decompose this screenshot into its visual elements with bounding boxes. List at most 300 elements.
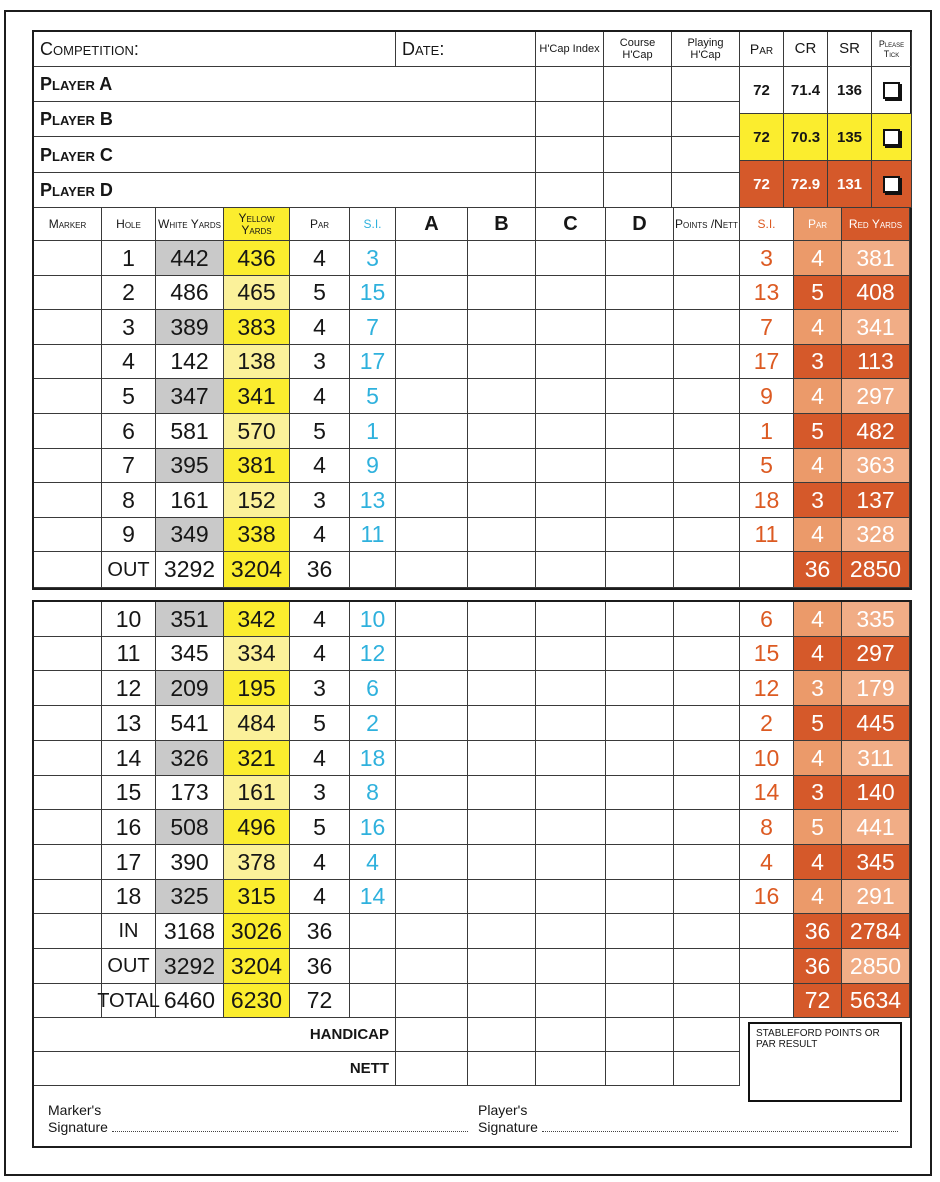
in-row-par-red: 36: [794, 914, 842, 949]
points-nett-score[interactable]: [674, 449, 740, 483]
marker-score[interactable]: [34, 310, 102, 345]
marker-score[interactable]: [34, 637, 102, 671]
player-d-score[interactable]: [606, 483, 674, 518]
tee-tick-0[interactable]: [872, 67, 912, 114]
player-b-score[interactable]: [468, 345, 536, 379]
player-c-score[interactable]: [536, 276, 606, 310]
yellow-yards: 341: [224, 379, 290, 414]
red-yards: 140: [842, 776, 910, 810]
stableford-box[interactable]: [748, 1022, 902, 1102]
player-c-playing-hcap[interactable]: [672, 137, 740, 173]
par-value: 3: [290, 345, 350, 379]
stroke-index: 6: [350, 671, 396, 706]
player-c-score[interactable]: [536, 345, 606, 379]
par-value: 3: [290, 483, 350, 518]
yellow-yards: 484: [224, 706, 290, 741]
player-c-name[interactable]: Player C: [34, 137, 536, 173]
player-b-score[interactable]: [468, 483, 536, 518]
red-yards: 297: [842, 379, 910, 414]
player-d-score[interactable]: [606, 518, 674, 552]
player-d-score[interactable]: [606, 310, 674, 345]
stroke-index: 3: [350, 241, 396, 276]
player-d-score[interactable]: [606, 810, 674, 845]
player-b-score[interactable]: [468, 276, 536, 310]
stroke-index: 15: [350, 276, 396, 310]
points-nett-score[interactable]: [674, 483, 740, 518]
player-a-score[interactable]: [396, 518, 468, 552]
in-row-player-a-total[interactable]: [396, 914, 468, 949]
par-red: 4: [794, 379, 842, 414]
handicap-player-c[interactable]: [536, 1018, 606, 1052]
player-c-score[interactable]: [536, 880, 606, 914]
points-nett-score[interactable]: [674, 880, 740, 914]
tee-tick-1[interactable]: [872, 114, 912, 161]
par-red: 4: [794, 741, 842, 776]
white-yards: 442: [156, 241, 224, 276]
out-total-row-white-yards: 3292: [156, 949, 224, 984]
in-row-player-b-total[interactable]: [468, 914, 536, 949]
player-a-score[interactable]: [396, 602, 468, 637]
stroke-index-red: 2: [740, 706, 794, 741]
player-c-score[interactable]: [536, 637, 606, 671]
out-total-row-player-c-total[interactable]: [536, 949, 606, 984]
date-field[interactable]: Date:: [396, 32, 536, 67]
red-yards: 345: [842, 845, 910, 880]
player-a-header: A: [396, 208, 468, 241]
yellow-yards: 321: [224, 741, 290, 776]
par-value: 5: [290, 276, 350, 310]
player-b-score[interactable]: [468, 776, 536, 810]
player-a-name[interactable]: Player A: [34, 67, 536, 102]
marker-score[interactable]: [34, 345, 102, 379]
player-c-score[interactable]: [536, 414, 606, 449]
player-c-score[interactable]: [536, 741, 606, 776]
points-nett-score[interactable]: [674, 810, 740, 845]
total-row-marker[interactable]: [34, 984, 102, 1018]
red-yards: 363: [842, 449, 910, 483]
stroke-index-red: 17: [740, 345, 794, 379]
white-yards: 161: [156, 483, 224, 518]
marker-score[interactable]: [34, 276, 102, 310]
out-total-row-marker[interactable]: [34, 949, 102, 984]
handicap-player-d[interactable]: [606, 1018, 674, 1052]
player-d-course-hcap[interactable]: [604, 173, 672, 208]
player-b-playing-hcap[interactable]: [672, 102, 740, 137]
player-d-score[interactable]: [606, 379, 674, 414]
handicap-player-a[interactable]: [396, 1018, 468, 1052]
player-a-score[interactable]: [396, 483, 468, 518]
par-red: 4: [794, 518, 842, 552]
player-a-score[interactable]: [396, 637, 468, 671]
hcap-index-header: H'Cap Index: [536, 32, 604, 67]
player-a-score[interactable]: [396, 671, 468, 706]
points-nett-score[interactable]: [674, 241, 740, 276]
player-b-score[interactable]: [468, 310, 536, 345]
tee-sr-2: 131: [828, 161, 872, 208]
par-value: 4: [290, 602, 350, 637]
hole-number: 13: [102, 706, 156, 741]
hole-number: 15: [102, 776, 156, 810]
stroke-index: 17: [350, 345, 396, 379]
white-yards: 351: [156, 602, 224, 637]
player-d-score[interactable]: [606, 845, 674, 880]
total-row-player-a-total[interactable]: [396, 984, 468, 1018]
player-d-score[interactable]: [606, 276, 674, 310]
yellow-yards: 334: [224, 637, 290, 671]
marker-score[interactable]: [34, 880, 102, 914]
handicap-player-b[interactable]: [468, 1018, 536, 1052]
stroke-index-red: 12: [740, 671, 794, 706]
hole-number: 3: [102, 310, 156, 345]
player-a-score[interactable]: [396, 776, 468, 810]
par-red: 3: [794, 483, 842, 518]
par-red: 3: [794, 345, 842, 379]
player-b-score[interactable]: [468, 880, 536, 914]
red-yards: 335: [842, 602, 910, 637]
competition-field[interactable]: Competition:: [34, 32, 396, 67]
out-total-row-player-b-total[interactable]: [468, 949, 536, 984]
player-a-score[interactable]: [396, 414, 468, 449]
yellow-yards: 465: [224, 276, 290, 310]
player-a-score[interactable]: [396, 880, 468, 914]
player-signature-line[interactable]: [478, 1102, 908, 1136]
par-header: Par: [740, 32, 784, 67]
player-b-score[interactable]: [468, 602, 536, 637]
handicap-points[interactable]: [674, 1018, 740, 1052]
white-yards: 508: [156, 810, 224, 845]
player-b-score[interactable]: [468, 379, 536, 414]
player-b-score[interactable]: [468, 637, 536, 671]
stroke-index: 14: [350, 880, 396, 914]
red-yards: 137: [842, 483, 910, 518]
nett-player-b[interactable]: [468, 1052, 536, 1086]
yellow-yards: 383: [224, 310, 290, 345]
par-red: 5: [794, 706, 842, 741]
red-yards: 297: [842, 637, 910, 671]
points-nett-header: Points /Nett: [674, 208, 740, 241]
player-b-score[interactable]: [468, 741, 536, 776]
player-d-score[interactable]: [606, 345, 674, 379]
out-row-player-b-total[interactable]: [468, 552, 536, 588]
player-a-score[interactable]: [396, 345, 468, 379]
player-d-score[interactable]: [606, 776, 674, 810]
marker-score[interactable]: [34, 810, 102, 845]
stableford-label: STABLEFORD POINTS OR PAR RESULT: [756, 1028, 880, 1050]
player-c-score[interactable]: [536, 776, 606, 810]
player-c-score[interactable]: [536, 483, 606, 518]
in-row-white-yards: 3168: [156, 914, 224, 949]
stroke-index-red: 18: [740, 483, 794, 518]
player-b-score[interactable]: [468, 449, 536, 483]
marker-signature-line[interactable]: [48, 1102, 478, 1136]
out-row-points[interactable]: [674, 552, 740, 588]
out-row-par-red: 36: [794, 552, 842, 588]
in-row-player-c-total[interactable]: [536, 914, 606, 949]
player-c-hcap-index[interactable]: [536, 137, 604, 173]
stroke-index-red: 10: [740, 741, 794, 776]
player-c-score[interactable]: [536, 810, 606, 845]
par-red: 5: [794, 810, 842, 845]
total-row-label: TOTAL: [102, 984, 156, 1018]
tee-sr-1: 135: [828, 114, 872, 161]
player-d-score[interactable]: [606, 414, 674, 449]
red-yards: 482: [842, 414, 910, 449]
in-row-red-yards: 2784: [842, 914, 910, 949]
points-nett-score[interactable]: [674, 637, 740, 671]
player-d-score[interactable]: [606, 741, 674, 776]
out-row-label: OUT: [102, 552, 156, 588]
total-row-player-b-total[interactable]: [468, 984, 536, 1018]
stroke-index: 10: [350, 602, 396, 637]
par-value: 4: [290, 449, 350, 483]
player-c-score[interactable]: [536, 310, 606, 345]
out-total-row-si-red: [740, 949, 794, 984]
stroke-index-red: 16: [740, 880, 794, 914]
points-nett-score[interactable]: [674, 345, 740, 379]
player-a-score[interactable]: [396, 449, 468, 483]
par-red: 5: [794, 276, 842, 310]
player-c-score[interactable]: [536, 241, 606, 276]
player-a-score[interactable]: [396, 241, 468, 276]
yellow-yards: 381: [224, 449, 290, 483]
player-c-score[interactable]: [536, 602, 606, 637]
nett-label: NETT: [34, 1052, 396, 1086]
par-red: 4: [794, 310, 842, 345]
par-value: 4: [290, 379, 350, 414]
stroke-index: 9: [350, 449, 396, 483]
red-yards: 381: [842, 241, 910, 276]
white-yards: 349: [156, 518, 224, 552]
player-a-score[interactable]: [396, 310, 468, 345]
total-row-si-red: [740, 984, 794, 1018]
player-a-score[interactable]: [396, 276, 468, 310]
out-row-yellow-yards: 3204: [224, 552, 290, 588]
stroke-index-red: 15: [740, 637, 794, 671]
nett-points[interactable]: [674, 1052, 740, 1086]
out-row-par: 36: [290, 552, 350, 588]
player-a-hcap-index[interactable]: [536, 67, 604, 102]
stroke-index: 11: [350, 518, 396, 552]
points-nett-score[interactable]: [674, 776, 740, 810]
player-b-score[interactable]: [468, 241, 536, 276]
out-total-row-player-d-total[interactable]: [606, 949, 674, 984]
tee-cr-1: 70.3: [784, 114, 828, 161]
red-yards: 341: [842, 310, 910, 345]
white-yards: 390: [156, 845, 224, 880]
marker-score[interactable]: [34, 671, 102, 706]
stroke-index: 18: [350, 741, 396, 776]
stroke-index: 7: [350, 310, 396, 345]
player-a-score[interactable]: [396, 741, 468, 776]
player-c-score[interactable]: [536, 449, 606, 483]
player-d-score[interactable]: [606, 671, 674, 706]
player-a-score[interactable]: [396, 845, 468, 880]
yellow-yards: 152: [224, 483, 290, 518]
tee-cr-0: 71.4: [784, 67, 828, 114]
si-header: S.I.: [350, 208, 396, 241]
out-row-player-d-total[interactable]: [606, 552, 674, 588]
par-value: 4: [290, 241, 350, 276]
hole-number: 18: [102, 880, 156, 914]
player-d-score[interactable]: [606, 602, 674, 637]
stroke-index: 12: [350, 637, 396, 671]
player-d-score[interactable]: [606, 880, 674, 914]
tee-tick-2[interactable]: [872, 161, 912, 208]
red-yards: 441: [842, 810, 910, 845]
marker-score[interactable]: [34, 518, 102, 552]
par-red: 3: [794, 776, 842, 810]
player-c-score[interactable]: [536, 706, 606, 741]
points-nett-score[interactable]: [674, 845, 740, 880]
marker-score[interactable]: [34, 706, 102, 741]
marker-score[interactable]: [34, 379, 102, 414]
white-yards: 326: [156, 741, 224, 776]
player-c-score[interactable]: [536, 379, 606, 414]
player-c-score[interactable]: [536, 845, 606, 880]
player-d-score[interactable]: [606, 449, 674, 483]
hole-number: 11: [102, 637, 156, 671]
player-d-score[interactable]: [606, 706, 674, 741]
tick-box[interactable]: [883, 82, 900, 99]
total-row-player-d-total[interactable]: [606, 984, 674, 1018]
white-yards: 347: [156, 379, 224, 414]
tee-cr-2: 72.9: [784, 161, 828, 208]
player-b-score[interactable]: [468, 706, 536, 741]
stroke-index-red: 1: [740, 414, 794, 449]
player-d-playing-hcap[interactable]: [672, 173, 740, 208]
in-row-player-d-total[interactable]: [606, 914, 674, 949]
marker-score[interactable]: [34, 845, 102, 880]
stroke-index: 13: [350, 483, 396, 518]
par-value: 4: [290, 845, 350, 880]
in-row-par: 36: [290, 914, 350, 949]
player-d-name[interactable]: Player D: [34, 173, 536, 208]
out-total-row-yellow-yards: 3204: [224, 949, 290, 984]
white-yards: 541: [156, 706, 224, 741]
stroke-index-red: 14: [740, 776, 794, 810]
total-row-par: 72: [290, 984, 350, 1018]
total-row-white-yards: 6460: [156, 984, 224, 1018]
stroke-index-red: 11: [740, 518, 794, 552]
marker-score[interactable]: [34, 241, 102, 276]
marker-score[interactable]: [34, 449, 102, 483]
player-b-score[interactable]: [468, 414, 536, 449]
nett-player-c[interactable]: [536, 1052, 606, 1086]
marker-score[interactable]: [34, 483, 102, 518]
hole-number: 16: [102, 810, 156, 845]
player-d-score[interactable]: [606, 637, 674, 671]
marker-score[interactable]: [34, 741, 102, 776]
player-d-score[interactable]: [606, 241, 674, 276]
player-c-header: C: [536, 208, 606, 241]
par-value: 4: [290, 741, 350, 776]
marker-score[interactable]: [34, 776, 102, 810]
player-a-score[interactable]: [396, 379, 468, 414]
player-a-playing-hcap[interactable]: [672, 67, 740, 102]
points-nett-score[interactable]: [674, 414, 740, 449]
yellow-yards: 138: [224, 345, 290, 379]
hole-number: 4: [102, 345, 156, 379]
player-b-hcap-index[interactable]: [536, 102, 604, 137]
in-row-points[interactable]: [674, 914, 740, 949]
stroke-index-red: 8: [740, 810, 794, 845]
par-value: 3: [290, 776, 350, 810]
points-nett-score[interactable]: [674, 741, 740, 776]
white-yards: 581: [156, 414, 224, 449]
tick-box[interactable]: [883, 176, 900, 193]
white-yards: 325: [156, 880, 224, 914]
player-b-score[interactable]: [468, 810, 536, 845]
yellow-yards: 570: [224, 414, 290, 449]
in-row-marker[interactable]: [34, 914, 102, 949]
stroke-index: 2: [350, 706, 396, 741]
nett-player-d[interactable]: [606, 1052, 674, 1086]
player-d-header: D: [606, 208, 674, 241]
out-row-player-c-total[interactable]: [536, 552, 606, 588]
tick-box[interactable]: [883, 129, 900, 146]
tee-sr-0: 136: [828, 67, 872, 114]
player-c-course-hcap[interactable]: [604, 137, 672, 173]
player-c-score[interactable]: [536, 518, 606, 552]
nett-player-a[interactable]: [396, 1052, 468, 1086]
total-row-par-red: 72: [794, 984, 842, 1018]
player-signature-label: Player's Signature: [478, 1102, 538, 1135]
white-yards: 486: [156, 276, 224, 310]
signature-dots: [112, 1120, 468, 1132]
red-yards: 328: [842, 518, 910, 552]
player-b-course-hcap[interactable]: [604, 102, 672, 137]
cr-header: CR: [784, 32, 828, 67]
white-yards: 389: [156, 310, 224, 345]
player-b-score[interactable]: [468, 845, 536, 880]
yellow-yards: 436: [224, 241, 290, 276]
par-red: 4: [794, 880, 842, 914]
yellow-yards: 195: [224, 671, 290, 706]
total-row-player-c-total[interactable]: [536, 984, 606, 1018]
marker-signature-label: Marker's Signature: [48, 1102, 108, 1135]
marker-score[interactable]: [34, 602, 102, 637]
par-value: 4: [290, 637, 350, 671]
par-red: 4: [794, 637, 842, 671]
red-yards-header: Red Yards: [842, 208, 910, 241]
marker-score[interactable]: [34, 414, 102, 449]
points-nett-score[interactable]: [674, 310, 740, 345]
out-row-player-a-total[interactable]: [396, 552, 468, 588]
stroke-index: 1: [350, 414, 396, 449]
player-b-score[interactable]: [468, 518, 536, 552]
points-nett-score[interactable]: [674, 518, 740, 552]
player-c-score[interactable]: [536, 671, 606, 706]
points-nett-score[interactable]: [674, 706, 740, 741]
player-b-score[interactable]: [468, 671, 536, 706]
out-total-row-points[interactable]: [674, 949, 740, 984]
player-d-hcap-index[interactable]: [536, 173, 604, 208]
points-nett-score[interactable]: [674, 671, 740, 706]
stroke-index-red: 3: [740, 241, 794, 276]
out-total-row-player-a-total[interactable]: [396, 949, 468, 984]
white-yards: 209: [156, 671, 224, 706]
player-a-course-hcap[interactable]: [604, 67, 672, 102]
par-value: 4: [290, 518, 350, 552]
player-a-score[interactable]: [396, 810, 468, 845]
total-row-points[interactable]: [674, 984, 740, 1018]
player-b-name[interactable]: Player B: [34, 102, 536, 137]
player-a-score[interactable]: [396, 706, 468, 741]
points-nett-score[interactable]: [674, 379, 740, 414]
out-row-marker[interactable]: [34, 552, 102, 588]
points-nett-score[interactable]: [674, 602, 740, 637]
points-nett-score[interactable]: [674, 276, 740, 310]
